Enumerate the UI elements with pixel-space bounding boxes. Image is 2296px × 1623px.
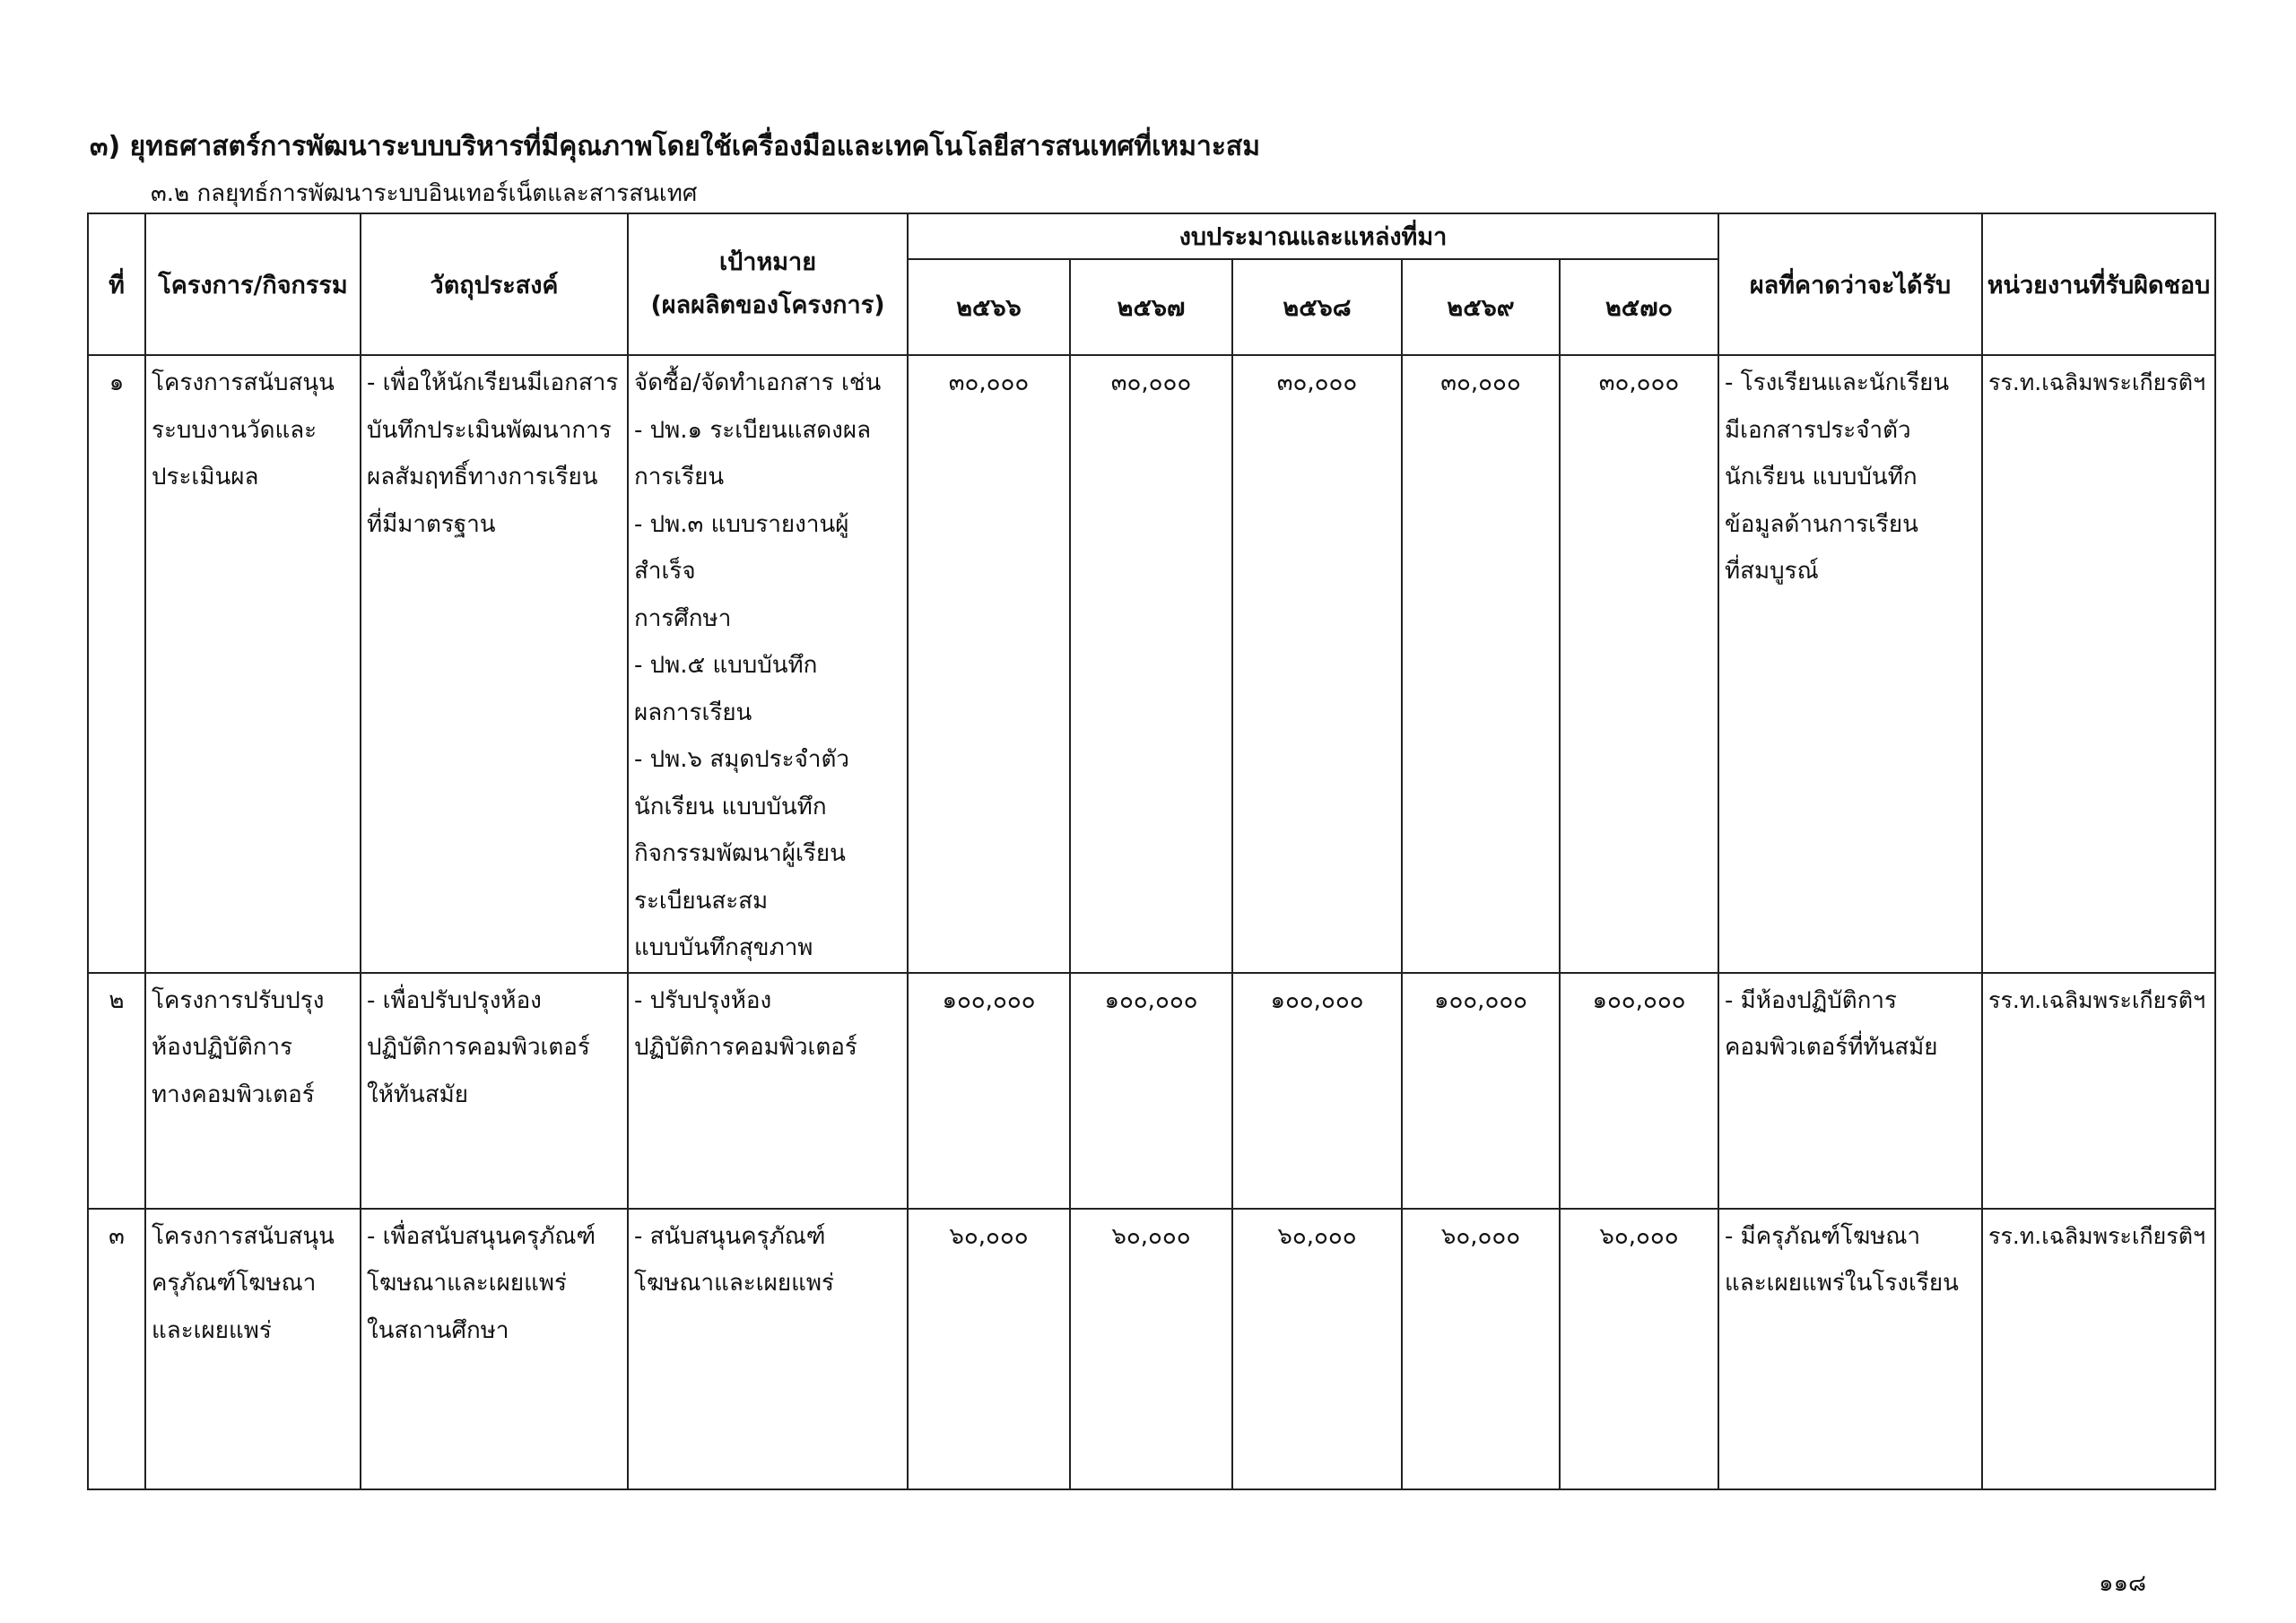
document-heading: ๓) ยุทธศาสตร์การพัฒนาระบบบริหารที่มีคุณภาพโดยใช้เครื่องมือและเทคโนโลยีสารสนเทศที่เหมาะสม <box>90 131 1261 162</box>
responsible-unit-cell: รร.ท.เฉลิมพระเกียรติฯ <box>1982 973 2215 1209</box>
document-subheading: ๓.๒ กลยุทธ์การพัฒนาระบบอินเทอร์เน็ตและสารสนเทศ <box>151 180 698 207</box>
budget-cell: ๑๐๐,๐๐๐ <box>1232 973 1402 1209</box>
target-cell: จัดซื้อ/จัดทำเอกสาร เช่น - ปพ.๑ ระเบียนแสดงผล การเรียน - ปพ.๓ แบบรายงานผู้สำเร็จ การศึกษา - ปพ.๕ แบบบันทึก ผลการเรียน - ปพ.๖ สมุดประจำตัว นักเรียน แบบบันทึก กิจกรรมพัฒนาผู้เรียน ระเบียนสะสม แบบบันทึกสุขภาพ <box>628 355 908 973</box>
page-number: ๑๑๘ <box>2099 1570 2147 1597</box>
budget-cell: ๖๐,๐๐๐ <box>1402 1209 1560 1489</box>
header-objective: วัตถุประสงค์ <box>361 213 628 355</box>
budget-cell: ๓๐,๐๐๐ <box>908 355 1070 973</box>
row-number: ๓ <box>88 1209 145 1489</box>
table-row <box>88 1209 2215 1489</box>
project-cell: โครงการสนับสนุน ครุภัณฑ์โฆษณา และเผยแพร่ <box>145 1209 361 1489</box>
budget-cell: ๓๐,๐๐๐ <box>1402 355 1560 973</box>
header-budget: งบประมาณและแหล่งที่มา <box>908 213 1718 259</box>
budget-cell: ๖๐,๐๐๐ <box>1560 1209 1718 1489</box>
header-year: ๒๕๖๗ <box>1070 259 1232 355</box>
strategy-plan-table <box>87 213 2216 1490</box>
budget-cell: ๓๐,๐๐๐ <box>1560 355 1718 973</box>
project-cell: โครงการสนับสนุน ระบบงานวัดและ ประเมินผล <box>145 355 361 973</box>
table-row <box>88 355 2215 973</box>
objective-cell: - เพื่อสนับสนุนครุภัณฑ์ โฆษณาและเผยแพร่ ในสถานศึกษา <box>361 1209 628 1489</box>
objective-cell: - เพื่อให้นักเรียนมีเอกสาร บันทึกประเมินพัฒนาการ ผลสัมฤทธิ์ทางการเรียน ที่มีมาตรฐาน <box>361 355 628 973</box>
responsible-unit-cell: รร.ท.เฉลิมพระเกียรติฯ <box>1982 355 2215 973</box>
outcome-cell: - มีห้องปฏิบัติการ คอมพิวเตอร์ที่ทันสมัย <box>1718 973 1982 1209</box>
budget-cell: ๖๐,๐๐๐ <box>1070 1209 1232 1489</box>
header-no: ที่ <box>88 213 145 355</box>
budget-cell: ๑๐๐,๐๐๐ <box>1402 973 1560 1209</box>
budget-cell: ๑๐๐,๐๐๐ <box>1560 973 1718 1209</box>
row-number: ๑ <box>88 355 145 973</box>
target-cell: - ปรับปรุงห้อง ปฏิบัติการคอมพิวเตอร์ <box>628 973 908 1209</box>
header-year: ๒๕๖๖ <box>908 259 1070 355</box>
budget-cell: ๑๐๐,๐๐๐ <box>1070 973 1232 1209</box>
budget-cell: ๓๐,๐๐๐ <box>1232 355 1402 973</box>
header-outcome: ผลที่คาดว่าจะได้รับ <box>1718 213 1982 355</box>
objective-cell: - เพื่อปรับปรุงห้อง ปฏิบัติการคอมพิวเตอร์ ให้ทันสมัย <box>361 973 628 1209</box>
budget-cell: ๑๐๐,๐๐๐ <box>908 973 1070 1209</box>
target-cell: - สนับสนุนครุภัณฑ์ โฆษณาและเผยแพร่ <box>628 1209 908 1489</box>
budget-cell: ๖๐,๐๐๐ <box>1232 1209 1402 1489</box>
table-row <box>88 973 2215 1209</box>
responsible-unit-cell: รร.ท.เฉลิมพระเกียรติฯ <box>1982 1209 2215 1489</box>
outcome-cell: - มีครุภัณฑ์โฆษณา และเผยแพร่ในโรงเรียน <box>1718 1209 1982 1489</box>
budget-cell: ๓๐,๐๐๐ <box>1070 355 1232 973</box>
header-project: โครงการ/กิจกรรม <box>145 213 361 355</box>
header-target: เป้าหมาย (ผลผลิตของโครงการ) <box>628 213 908 355</box>
header-year: ๒๕๖๘ <box>1232 259 1402 355</box>
outcome-cell: - โรงเรียนและนักเรียน มีเอกสารประจำตัว นักเรียน แบบบันทึก ข้อมูลด้านการเรียน ที่สมบูรณ์ <box>1718 355 1982 973</box>
row-number: ๒ <box>88 973 145 1209</box>
budget-cell: ๖๐,๐๐๐ <box>908 1209 1070 1489</box>
header-responsible-unit: หน่วยงานที่รับผิดชอบ <box>1982 213 2215 355</box>
project-cell: โครงการปรับปรุง ห้องปฏิบัติการ ทางคอมพิวเตอร์ <box>145 973 361 1209</box>
header-year: ๒๕๗๐ <box>1560 259 1718 355</box>
header-year: ๒๕๖๙ <box>1402 259 1560 355</box>
